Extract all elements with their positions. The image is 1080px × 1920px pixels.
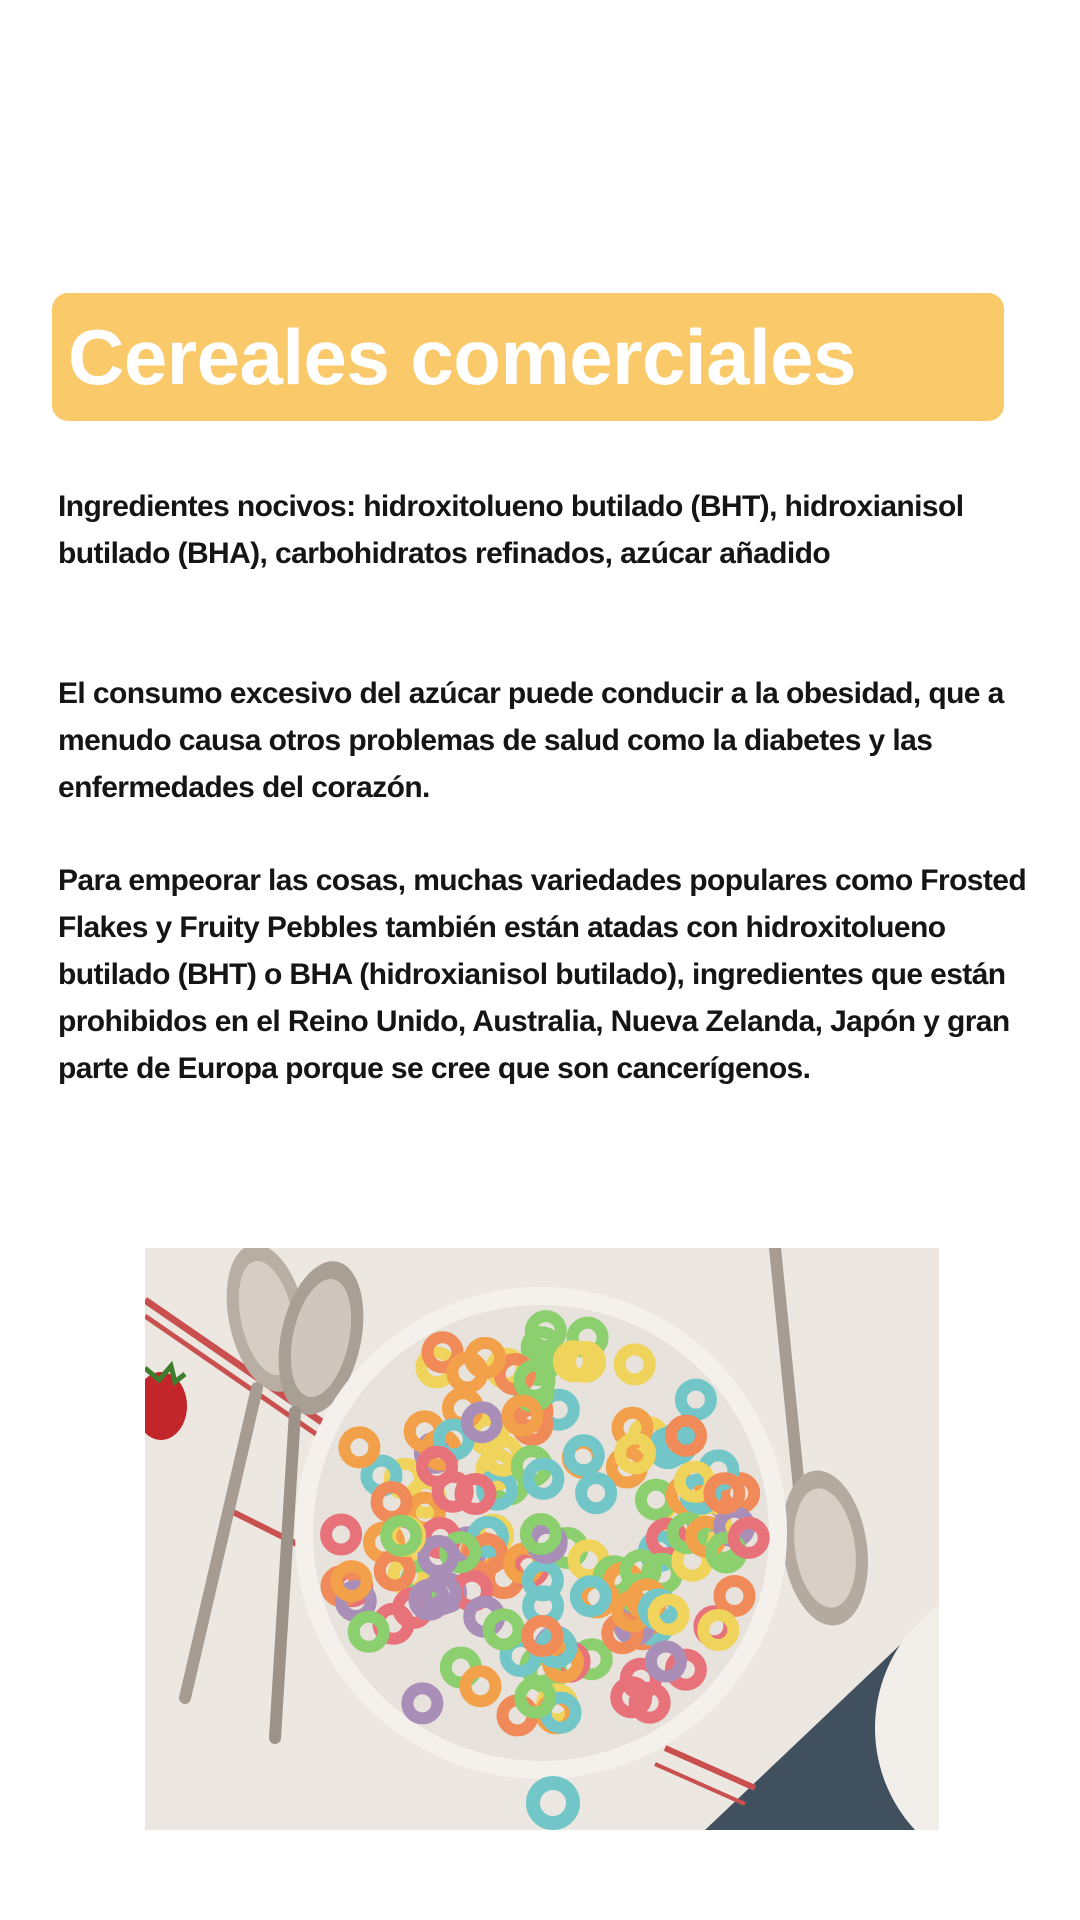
cereal-bowl-illustration (145, 1248, 939, 1830)
cereal-bowl-photo (145, 1248, 939, 1830)
title-banner (52, 293, 1004, 421)
health-risk-paragraph: Para empeorar las cosas, muchas variedades populares como Frosted Flakes y Fruity Pebbles también están atadas con hidroxitolueno butilado (BHT) o BHA (hidroxianisol butilado), ingredientes que están prohibidos en el Reino Unido, Australia, Nueva Zelanda, Japón y gran parte de Europa porque se cree que son cancerígenos. (58, 864, 1027, 1085)
page-title: Cereales comerciales (68, 312, 856, 401)
ingredients-paragraph: Ingredientes nocivos: hidroxitolueno butilado (BHT), hidroxianisol butilado (BHA), carbohidratos refinados, azúcar añadido (58, 490, 964, 570)
sugar-paragraph: El consumo excesivo del azúcar puede conducir a la obesidad, que a menudo causa otros problemas de salud como la diabetes y las enfermedades del corazón. (58, 677, 1004, 804)
